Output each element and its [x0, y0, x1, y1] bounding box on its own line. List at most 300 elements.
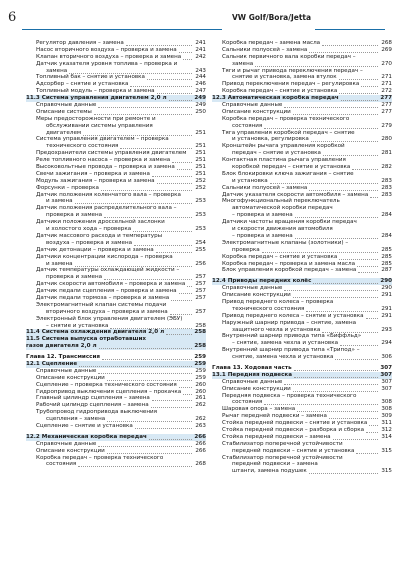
toc-entry-title: и установка, регулировка [232, 136, 309, 143]
toc-leader-dots [262, 252, 378, 253]
toc-leader-dots [69, 73, 192, 74]
toc-entry-page: 251 [195, 164, 206, 171]
toc-leader-dots [78, 466, 192, 467]
toc-entry [26, 254, 206, 261]
toc-entry [26, 261, 206, 268]
toc-entry-page: 251 [195, 129, 206, 136]
toc-leader-dots [366, 432, 378, 433]
toc-entry [26, 219, 206, 226]
toc-entry [212, 299, 392, 306]
toc-entry [212, 40, 392, 47]
toc-entry [26, 74, 206, 81]
toc-entry-page: 255 [195, 246, 206, 253]
toc-entry-title: Коробка передач – проверка и замена масла [222, 260, 356, 267]
toc-leader-dots [171, 300, 192, 301]
toc-entry-title: Глава 13. Ходовая часть [212, 364, 292, 371]
toc-entry-title: Справочные данные [36, 367, 97, 374]
page-number: 6 [8, 10, 17, 25]
toc-entry-page: 277 [381, 102, 392, 109]
toc-section-heading [212, 372, 392, 379]
toc-entry-page: 281 [381, 150, 392, 157]
toc-entry [212, 247, 392, 254]
toc-leader-dots [329, 418, 378, 419]
toc-entry-title: 12.3 Автоматическая коробка передач [212, 95, 339, 102]
toc-entry-page: 283 [381, 184, 392, 191]
toc-leader-dots [152, 176, 192, 177]
toc-entry-title: состояния [232, 399, 263, 406]
toc-entry [212, 68, 392, 75]
toc-leader-dots [357, 266, 378, 267]
toc-entry-page: 283 [381, 177, 392, 184]
toc-entry-page: 277 [381, 108, 392, 115]
toc-entry-title: Датчики концентрации кислорода – проверка [36, 253, 173, 260]
toc-leader-dots [255, 66, 378, 67]
toc-entry-page: 308 [381, 406, 392, 413]
toc-entry [212, 212, 392, 219]
toc-leader-dots [284, 384, 378, 385]
toc-entry [26, 68, 206, 75]
toc-entry-page: 263 [195, 422, 206, 429]
toc-entry [212, 386, 392, 393]
toc-entry-title: Контактная пластина рычага управления [222, 157, 346, 164]
toc-entry [26, 226, 206, 233]
toc-entry-page: 283 [381, 191, 392, 198]
toc-entry-title: снятие, замена чехла и установка [232, 354, 334, 361]
toc-entry-title: Форсунки – проверка [36, 184, 99, 191]
toc-entry [26, 178, 206, 185]
toc-entry-title: технического состояния [46, 143, 119, 150]
toc-leader-dots [157, 183, 192, 184]
toc-entry-title: – проверка и замена [232, 232, 293, 239]
toc-entry-title: газов двигателя 2,0 л [26, 343, 97, 350]
toc-leader-dots [177, 169, 192, 170]
toc-entry-title: обслуживании системы управления [46, 122, 153, 129]
toc-entry [212, 171, 392, 178]
toc-entry-page: 243 [195, 67, 206, 74]
toc-leader-dots [151, 407, 192, 408]
toc-leader-dots [75, 203, 192, 204]
toc-entry-title: Датчик педали сцепления – проверка и замена [36, 288, 177, 295]
toc-entry-title: сцепления – замена [46, 416, 106, 423]
toc-entry-page: 259 [194, 360, 206, 367]
toc-entry-page: 291 [381, 312, 392, 319]
toc-entry-page: 307 [380, 371, 392, 378]
toc-entry-page: 314 [381, 433, 392, 440]
toc-section-heading [26, 336, 206, 343]
toc-entry-page: 252 [195, 177, 206, 184]
toc-entry-title: Коробка передач – проверка технического [36, 454, 164, 461]
toc-entry-title: Многофункциональный переключатель [222, 198, 340, 205]
toc-leader-dots [187, 286, 192, 287]
toc-entry [26, 123, 206, 130]
toc-entry [26, 185, 206, 192]
toc-left-column [26, 40, 206, 468]
toc-leader-dots [295, 217, 378, 218]
toc-leader-dots [284, 290, 378, 291]
toc-leader-dots [270, 183, 378, 184]
toc-right-column [212, 40, 392, 475]
toc-leader-dots [98, 373, 192, 374]
toc-leader-dots [170, 314, 192, 315]
toc-entry-page: 258 [194, 329, 206, 336]
toc-entry-title: передней подвески – снятие и установка [232, 447, 355, 454]
toc-leader-dots [75, 266, 192, 267]
toc-entry [212, 123, 392, 130]
toc-entry-page: 261 [195, 395, 206, 402]
toc-entry [26, 61, 206, 68]
toc-leader-dots [294, 377, 378, 378]
toc-entry-title: Стойка передней подвески – замена [222, 433, 331, 440]
toc-entry [26, 171, 206, 178]
toc-entry-title: 12.1 Сцепление [26, 360, 78, 367]
toc-entry [212, 441, 392, 448]
toc-entry [26, 375, 206, 382]
toc-entry-page: 253 [195, 198, 206, 205]
toc-entry-page: 293 [381, 326, 392, 333]
toc-entry-title: Предохранители системы управления двигателем [36, 150, 187, 157]
toc-section-heading [212, 278, 392, 285]
toc-leader-dots [107, 380, 192, 381]
toc-entry [26, 54, 206, 61]
toc-entry-page: 270 [381, 60, 392, 67]
toc-entry [212, 347, 392, 354]
toc-leader-dots [339, 93, 378, 94]
toc-chapter-heading [212, 365, 392, 372]
toc-entry-page: 259 [194, 354, 206, 361]
toc-entry-title: Датчик положения коленчатого вала – проверка [36, 191, 181, 198]
toc-entry-page: 242 [195, 53, 206, 60]
toc-entry [212, 130, 392, 137]
toc-entry [212, 192, 392, 199]
toc-entry-title: снятие и установка, замена втулок [232, 74, 337, 81]
toc-entry-page: 287 [381, 267, 392, 274]
toc-entry-title: Адсорбер – снятие и установка [36, 81, 129, 88]
toc-entry-page: 260 [195, 381, 206, 388]
toc-entry-title: Система управления двигателем – проверка [36, 136, 169, 143]
toc-entry-title: Описание конструкции [222, 108, 291, 115]
toc-leader-dots [358, 272, 378, 273]
toc-entry [26, 461, 206, 468]
toc-leader-dots [156, 252, 192, 253]
toc-entry [212, 468, 392, 475]
toc-entry-page: 271 [381, 81, 392, 88]
toc-entry [26, 164, 206, 171]
toc-entry [26, 402, 206, 409]
toc-leader-dots [99, 348, 192, 349]
toc-entry [212, 461, 392, 468]
toc-entry [212, 136, 392, 143]
toc-entry-title: Датчики частоты вращения коробки передач [222, 219, 357, 226]
toc-entry [212, 150, 392, 157]
toc-leader-dots [147, 79, 192, 80]
toc-entry-title: Датчик положения распределительного вала – [36, 205, 177, 212]
toc-section-heading [212, 95, 392, 102]
toc-entry [26, 455, 206, 462]
toc-entry [212, 406, 392, 413]
toc-entry-page: 271 [381, 74, 392, 81]
toc-entry-page: 254 [195, 239, 206, 246]
toc-leader-dots [284, 107, 378, 108]
toc-section-heading [26, 434, 206, 441]
toc-entry-title: Наружный шарнир привода – снятие, замена [222, 319, 357, 326]
toc-entry-page: 259 [195, 374, 206, 381]
toc-entry-page: 241 [195, 46, 206, 53]
toc-entry-page: 257 [195, 294, 206, 301]
toc-entry [212, 219, 392, 226]
toc-entry-title: Рабочий цилиндр сцепления – замена [36, 402, 149, 409]
toc-entry [212, 74, 392, 81]
toc-entry-title: автоматической коробки передач [232, 205, 333, 212]
toc-entry-title: и замена [46, 198, 73, 205]
toc-entry-title: Трубопровод гидропривода выключения [36, 409, 157, 416]
toc-entry-page: 306 [381, 354, 392, 361]
toc-entry-page: 262 [195, 416, 206, 423]
toc-leader-dots [297, 411, 378, 412]
toc-entry-page: 280 [381, 136, 392, 143]
toc-entry-page: 282 [381, 164, 392, 171]
toc-entry-page: 285 [381, 260, 392, 267]
toc-entry-page: 279 [381, 122, 392, 129]
toc-entry [26, 309, 206, 316]
toc-entry-page: 307 [381, 385, 392, 392]
toc-entry [212, 116, 392, 123]
toc-leader-dots [130, 86, 192, 87]
toc-entry [212, 61, 392, 68]
toc-leader-dots [293, 297, 378, 298]
toc-entry-title: технического состояния [232, 305, 305, 312]
toc-entry-title: Клапан вторичного воздуха – проверка и замена [36, 53, 182, 60]
toc-entry-page: 258 [195, 322, 206, 329]
toc-leader-dots [152, 400, 192, 401]
toc-entry [26, 409, 206, 416]
toc-entry-title: Описание системы [36, 108, 92, 115]
toc-leader-dots [110, 328, 192, 329]
toc-entry [26, 416, 206, 423]
toc-entry-page: 257 [195, 274, 206, 281]
toc-section-heading [26, 329, 206, 336]
toc-leader-dots [293, 391, 378, 392]
toc-entry-title: коробкой передач – снятие и установка [232, 164, 351, 171]
toc-leader-dots [149, 439, 192, 440]
toc-entry [212, 109, 392, 116]
toc-entry [212, 455, 392, 462]
toc-section-heading [26, 343, 206, 350]
toc-entry-page: 251 [195, 150, 206, 157]
toc-leader-dots [104, 217, 192, 218]
toc-entry [212, 54, 392, 61]
toc-entry-title: проверка и замена [46, 274, 103, 281]
toc-entry-title: Гидропривод выключения сцепления – прокачка [36, 388, 182, 395]
toc-entry-title: Описание конструкции [222, 292, 291, 299]
toc-entry [26, 395, 206, 402]
toc-leader-dots [107, 453, 192, 454]
toc-leader-dots [311, 141, 378, 142]
toc-entry-title: замена [232, 60, 254, 67]
toc-entry [26, 40, 206, 47]
toc-entry-title: Коробка передач – замена масла [222, 40, 321, 46]
toc-entry-page: 244 [195, 74, 206, 81]
toc-entry [212, 261, 392, 268]
toc-entry-page: 253 [195, 212, 206, 219]
toc-entry-page: 284 [381, 212, 392, 219]
toc-entry-page: 308 [381, 399, 392, 406]
toc-entry-page: 291 [381, 292, 392, 299]
toc-entry-title: Сцепление – проверка технического состояния [36, 381, 177, 388]
toc-leader-dots [126, 45, 192, 46]
toc-entry-title: Реле топливного насоса – проверка и замена [36, 157, 171, 164]
toc-leader-dots [134, 245, 192, 246]
toc-entry-page: 251 [195, 170, 206, 177]
toc-entry [212, 233, 392, 240]
toc-entry [212, 448, 392, 455]
toc-entry [212, 340, 392, 347]
toc-entry [212, 102, 392, 109]
toc-entry-page: 291 [381, 305, 392, 312]
toc-entry-page: 252 [195, 184, 206, 191]
toc-entry-title: Высоковольтные провода – проверка и замена [36, 164, 175, 171]
toc-entry-title: Блок блокировки ключа зажигания – снятие [222, 170, 354, 177]
toc-entry-page: 285 [381, 246, 392, 253]
toc-leader-dots [157, 93, 192, 94]
toc-entry-title: Передняя подвеска – проверка технического [222, 392, 357, 399]
toc-entry [26, 130, 206, 137]
toc-entry-title: Внутренний шарнир привода типа «Биффльд» [222, 333, 362, 340]
toc-entry [26, 323, 206, 330]
toc-entry-title: Коробка передач – проверка технического [222, 115, 350, 122]
toc-entry-page: 258 [194, 343, 206, 350]
toc-leader-dots [179, 387, 192, 388]
toc-entry [26, 240, 206, 247]
toc-entry-page: 241 [195, 40, 206, 46]
toc-entry [26, 295, 206, 302]
toc-entry [26, 389, 206, 396]
toc-entry-title: 11.5 Система выпуска отработавших [26, 336, 147, 343]
toc-entry [26, 382, 206, 389]
toc-leader-dots [104, 279, 192, 280]
toc-entry-title: состояния [46, 461, 77, 468]
toc-leader-dots [322, 332, 378, 333]
toc-entry [26, 302, 206, 309]
toc-entry-title: Глава 12. Трансмиссия [26, 354, 100, 361]
toc-entry-title: Сальник первичного вала коробки передач – [222, 53, 356, 60]
toc-entry [212, 427, 392, 434]
toc-entry [26, 143, 206, 150]
toc-leader-dots [356, 453, 378, 454]
toc-leader-dots [264, 128, 378, 129]
toc-entry-title: и скорости движения автомобиля [232, 226, 333, 233]
toc-leader-dots [135, 428, 192, 429]
toc-entry [26, 150, 206, 157]
toc-entry [26, 247, 206, 254]
toc-leader-dots [294, 370, 378, 371]
toc-entry [26, 368, 206, 375]
toc-entry-title: Описание конструкции [36, 447, 105, 454]
toc-leader-dots [309, 52, 378, 53]
toc-entry-title: Справочные данные [222, 102, 283, 109]
toc-entry-title: штанги, замена подушек [232, 468, 307, 475]
toc-entry-title: Описание конструкции [222, 385, 291, 392]
toc-leader-dots [352, 169, 378, 170]
toc-entry-title: Главный цилиндр сцепления – замена [36, 395, 150, 402]
toc-entry-title: Модуль зажигания – проверка и замена [36, 177, 155, 184]
toc-entry [26, 233, 206, 240]
toc-entry-title: Стабилизатор поперечной устойчивости [222, 440, 343, 447]
toc-entry-page: 309 [381, 413, 392, 420]
toc-entry-title: Стабилизатор поперечной устойчивости [222, 454, 343, 461]
toc-leader-dots [94, 114, 192, 115]
toc-entry-page: 260 [195, 388, 206, 395]
toc-entry-title: Справочные данные [36, 440, 97, 447]
toc-entry [212, 434, 392, 441]
toc-entry-title: и замена [46, 260, 73, 267]
toc-entry-page: 277 [380, 95, 392, 102]
toc-leader-dots [102, 359, 192, 360]
toc-entry [26, 88, 206, 95]
toc-entry-title: и установка [232, 177, 268, 184]
toc-leader-dots [79, 366, 192, 367]
toc-entry [26, 116, 206, 123]
toc-leader-dots [333, 439, 378, 440]
toc-leader-dots [166, 334, 192, 335]
toc-entry [26, 198, 206, 205]
toc-entry-title: Привод переднего колеса – проверка [222, 298, 334, 305]
toc-entry [26, 109, 206, 116]
running-title: VW Golf/Bora/Jetta [232, 13, 312, 22]
toc-entry-title: Топливный модуль – проверка и замена [36, 88, 155, 95]
toc-entry-title: Стойка передней подвески – разборка и сборка [222, 426, 365, 433]
toc-leader-dots [183, 394, 192, 395]
toc-entry-page: 262 [195, 402, 206, 409]
toc-leader-dots [340, 345, 378, 346]
toc-entry-title: Свечи зажигания – проверка и замена [36, 170, 150, 177]
toc-entry-title: 11.3 Система управления двигателем 2,0 л [26, 95, 167, 102]
toc-entry-title: воздуха – проверка и замена [46, 239, 133, 246]
toc-leader-dots [98, 107, 192, 108]
toc-entry [212, 306, 392, 313]
toc-entry-title: Привод переключения передач – регулировка [222, 81, 360, 88]
toc-entry-title: – снятие и установка [46, 322, 109, 329]
toc-leader-dots [295, 238, 378, 239]
toc-entry-title: Топливный бак – снятие и установка [36, 74, 145, 81]
toc-entry-page: 259 [195, 367, 206, 374]
toc-entry [212, 47, 392, 54]
toc-entry [212, 313, 392, 320]
toc-leader-dots [370, 197, 378, 198]
toc-entry-title: Датчик педали тормоза – проверка и замена [36, 294, 170, 301]
toc-entry-title: Сальники полуосей – замена [222, 46, 308, 53]
toc-entry [212, 157, 392, 164]
toc-leader-dots [313, 283, 378, 284]
toc-entry-title: Электромагнитные клапаны (золотники) – [222, 239, 349, 246]
toc-leader-dots [120, 148, 192, 149]
toc-entry [212, 254, 392, 261]
toc-entry-title: Датчики положения дроссельной заслонки [36, 219, 165, 226]
toc-entry [26, 192, 206, 199]
toc-leader-dots [339, 259, 378, 260]
toc-entry [212, 226, 392, 233]
toc-entry-page: 251 [195, 157, 206, 164]
toc-entry [212, 240, 392, 247]
toc-entry-title: Датчик указателя скорости автомобиля – замена [222, 191, 369, 198]
toc-entry [212, 178, 392, 185]
toc-entry [212, 285, 392, 292]
toc-entry-page: 290 [381, 285, 392, 292]
toc-leader-dots [183, 59, 192, 60]
toc-entry-title: 12.2 Механическая коробка передач [26, 433, 147, 440]
toc-entry-page: 250 [195, 108, 206, 115]
toc-leader-dots [366, 318, 378, 319]
toc-entry-page: 253 [195, 226, 206, 233]
